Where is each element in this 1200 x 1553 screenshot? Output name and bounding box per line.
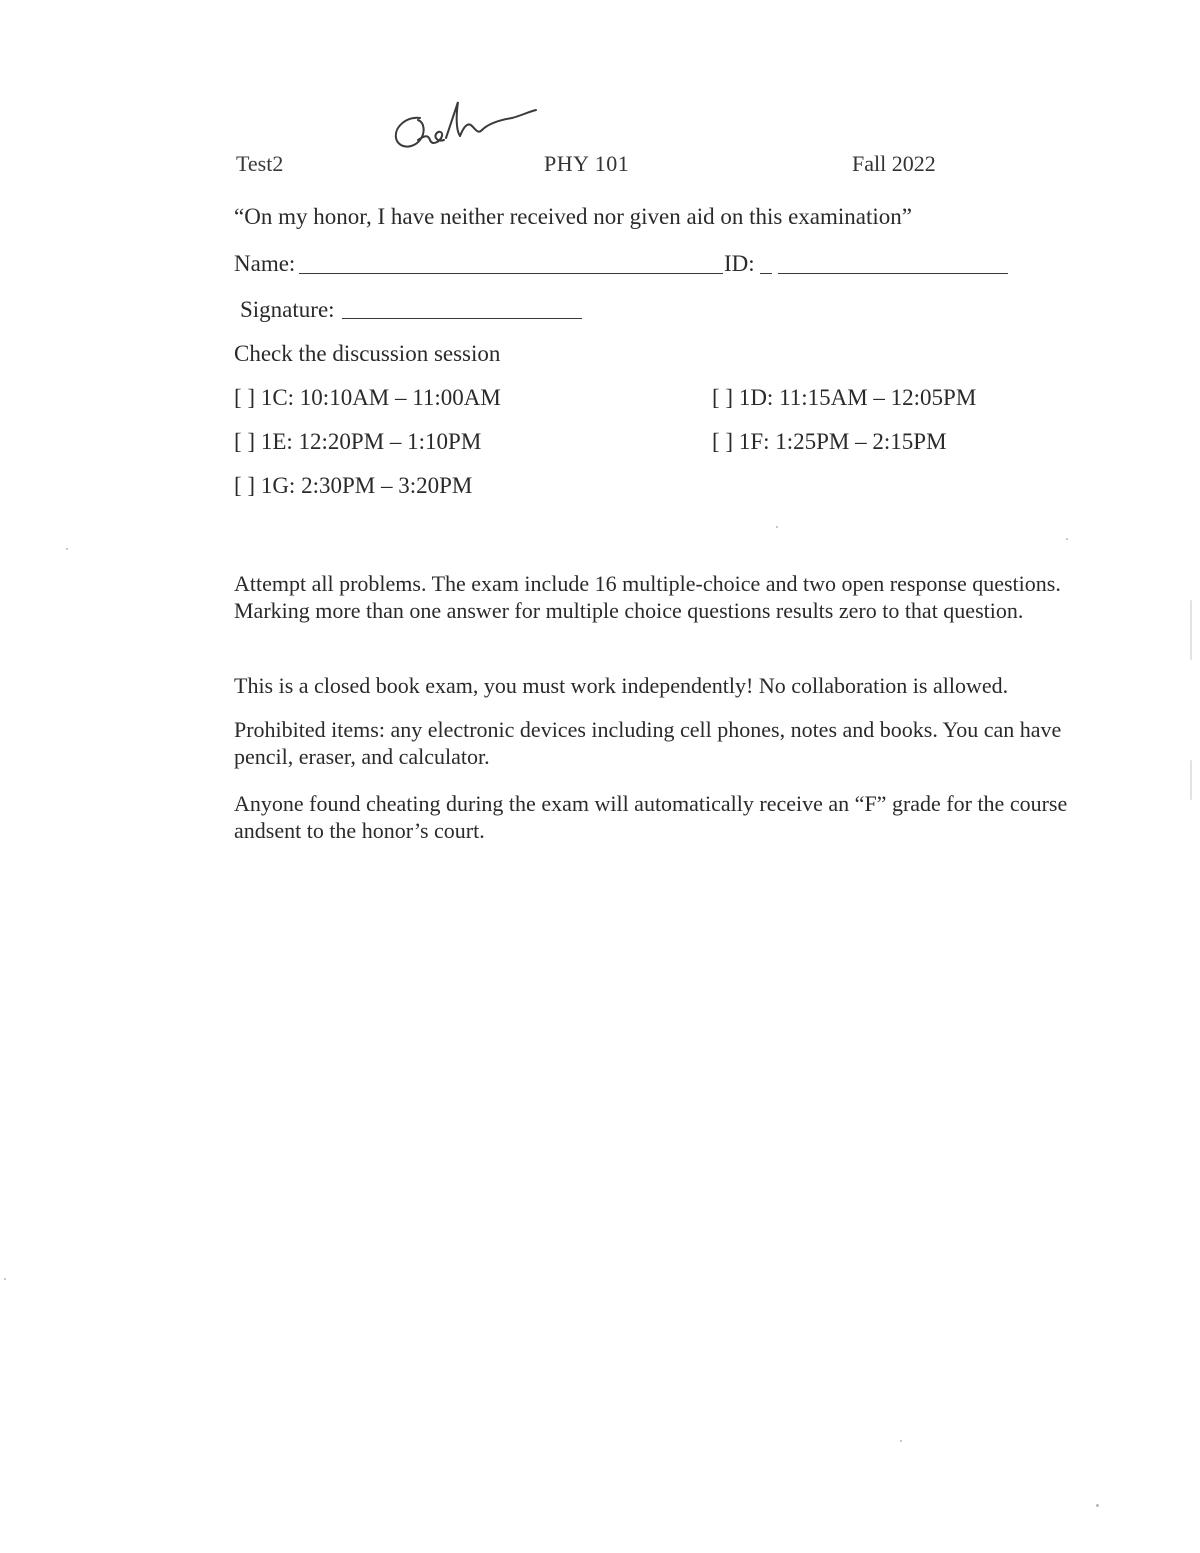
id-line: [778, 273, 1008, 274]
signature-line: [342, 318, 582, 319]
instruction-closed-book: This is a closed book exam, you must work independently! No collaboration is allowed.: [234, 673, 1009, 698]
signature-label: Signature:: [240, 297, 335, 322]
handwritten-annotation: [390, 96, 540, 162]
name-line: [299, 273, 723, 274]
scan-speck: [4, 1278, 6, 1280]
session-1f: [ ] 1F: 1:25PM – 2:15PM: [712, 429, 947, 454]
scan-speck: [1190, 600, 1192, 660]
session-1d: [ ] 1D: 11:15AM – 12:05PM: [712, 385, 977, 410]
scan-speck: [776, 526, 778, 528]
id-label: ID:: [724, 251, 755, 276]
course-code: PHY 101: [544, 151, 630, 176]
instruction-cheating-policy: Anyone found cheating during the exam will automatically receive an “F” grade for the course andsent to the honor’s court.: [234, 791, 1068, 843]
scan-speck: [1190, 760, 1192, 800]
test-label: Test2: [236, 151, 284, 176]
discussion-title: Check the discussion session: [234, 341, 501, 366]
instruction-prohibited-items: Prohibited items: any electronic devices including cell phones, notes and books. You can have pencil, eraser, and calculator.: [234, 717, 1062, 769]
term: Fall 2022: [852, 151, 936, 176]
session-1g: [ ] 1G: 2:30PM – 3:20PM: [234, 473, 473, 498]
name-label: Name:: [234, 251, 296, 276]
honor-statement: “On my honor, I have neither received nor given aid on this examination”: [234, 204, 912, 229]
instruction-attempt-all: Attempt all problems. The exam include 16 multiple-choice and two open response questions. Marking more than one answer for multiple choice questions results zero to that question.: [234, 571, 1061, 623]
scan-speck: [1066, 538, 1068, 540]
scan-speck: [1096, 1504, 1099, 1507]
id-line-start: [760, 273, 772, 274]
session-1e: [ ] 1E: 12:20PM – 1:10PM: [234, 429, 482, 454]
scan-speck: [900, 1440, 902, 1442]
session-1c: [ ] 1C: 10:10AM – 11:00AM: [234, 385, 501, 410]
scan-speck: [66, 548, 68, 550]
